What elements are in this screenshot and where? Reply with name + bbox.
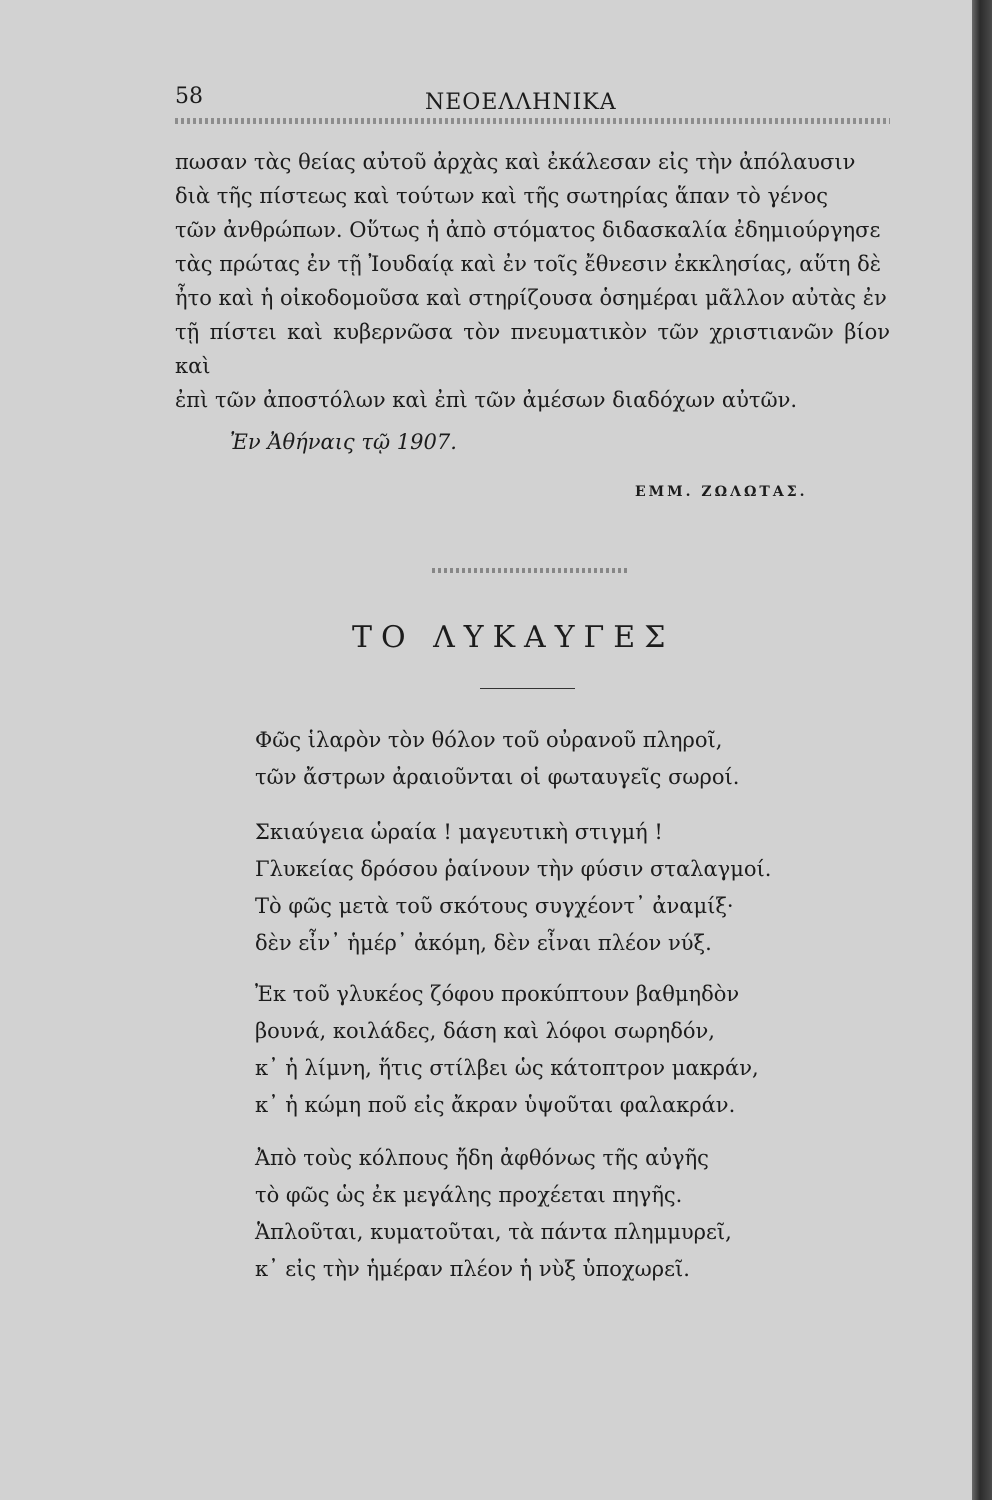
poem-line: Ἐκ τοῦ γλυκέος ζόφου προκύπτουν βαθμηδὸν: [255, 982, 740, 1006]
prose-line: διὰ τῆς πίστεως καὶ τούτων καὶ τῆς σωτηρίας ἅπαν τὸ γένος: [175, 184, 829, 208]
poem-line: Φῶς ἱλαρὸν τὸν θόλον τοῦ οὐρανοῦ πληροῖ,: [255, 728, 723, 752]
poem-line: Ἀπὸ τοὺς κόλπους ἤδη ἀφθόνως τῆς αὐγῆς: [255, 1146, 709, 1170]
prose-line: ἐπὶ τῶν ἀποστόλων καὶ ἐπὶ τῶν ἀμέσων διαδόχων αὐτῶν.: [175, 388, 798, 412]
poem-title: ΤΟ ΛΥΚΑΥΓΕΣ: [352, 620, 675, 655]
section-divider-ornament: [432, 568, 627, 573]
poem-stanza-4: [255, 1140, 732, 1288]
poem-line: κ᾽ εἰς τὴν ἡμέραν πλέον ἡ νὺξ ὑποχωρεῖ.: [255, 1257, 690, 1281]
header-wavy-rule: [175, 118, 890, 124]
prose-line: τῇ πίστει καὶ κυβερνῶσα τὸν πνευματικὸν τῶν χριστιανῶν βίον καὶ: [175, 320, 890, 378]
poem-line: δὲν εἶν᾽ ἡμέρ᾽ ἀκόμη, δὲν εἶναι πλέον νύξ.: [255, 931, 712, 955]
poem-line: τὸ φῶς ὡς ἐκ μεγάλης προχέεται πηγῆς.: [255, 1183, 683, 1207]
prose-line: ἦτο καὶ ἡ οἰκοδομοῦσα καὶ στηρίζουσα ὁσημέραι μᾶλλον αὐτὰς ἐν: [175, 286, 887, 310]
prose-line: πωσαν τὰς θείας αὐτοῦ ἀρχὰς καὶ ἐκάλεσαν εἰς τὴν ἀπόλαυσιν: [175, 150, 856, 174]
prose-line: τὰς πρώτας ἐν τῇ Ἰουδαίᾳ καὶ ἐν τοῖς ἔθνεσιν ἐκκλησίας, αὕτη δὲ: [175, 252, 882, 276]
dateline: Ἐν Ἀθήναις τῷ 1907.: [230, 430, 457, 454]
poem-stanza-1: [255, 722, 739, 796]
prose-paragraph: [175, 145, 890, 417]
page-header: [175, 84, 890, 124]
author-signature: ΕΜΜ. ΖΩΛΩΤΑΣ.: [635, 484, 808, 500]
poem-line: Ἁπλοῦται, κυματοῦται, τὰ πάντα πλημμυρεῖ,: [255, 1220, 732, 1244]
poem-line: τῶν ἄστρων ἀραιοῦνται οἱ φωταυγεῖς σωροί.: [255, 765, 740, 789]
page-number: 58: [175, 84, 203, 109]
poem-line: Σκιαύγεια ὡραία ! μαγευτικὴ στιγμή !: [255, 820, 663, 844]
running-title: ΝΕΟΕΛΛΗΝΙΚΑ: [425, 90, 617, 115]
prose-line: τῶν ἀνθρώπων. Οὕτως ἡ ἀπὸ στόματος διδασκαλία ἐδημιούργησε: [175, 218, 881, 242]
poem-line: βουνά, κοιλάδες, δάση καὶ λόφοι σωρηδόν,: [255, 1019, 715, 1043]
poem-stanza-3: [255, 976, 759, 1124]
title-underline: [480, 688, 575, 689]
poem-line: κ᾽ ἡ λίμνη, ἥτις στίλβει ὡς κάτοπτρον μακράν,: [255, 1056, 759, 1080]
poem-line: Γλυκείας δρόσου ῥαίνουν τὴν φύσιν σταλαγμοί.: [255, 857, 772, 881]
poem-line: Τὸ φῶς μετὰ τοῦ σκότους συγχέοντ᾽ ἀναμίξ·: [255, 894, 734, 918]
poem-stanza-2: [255, 814, 771, 962]
poem-line: κ᾽ ἡ κώμη ποῦ εἰς ἄκραν ὑψοῦται φαλακράν.: [255, 1093, 736, 1117]
book-spine-edge: [972, 0, 992, 1500]
